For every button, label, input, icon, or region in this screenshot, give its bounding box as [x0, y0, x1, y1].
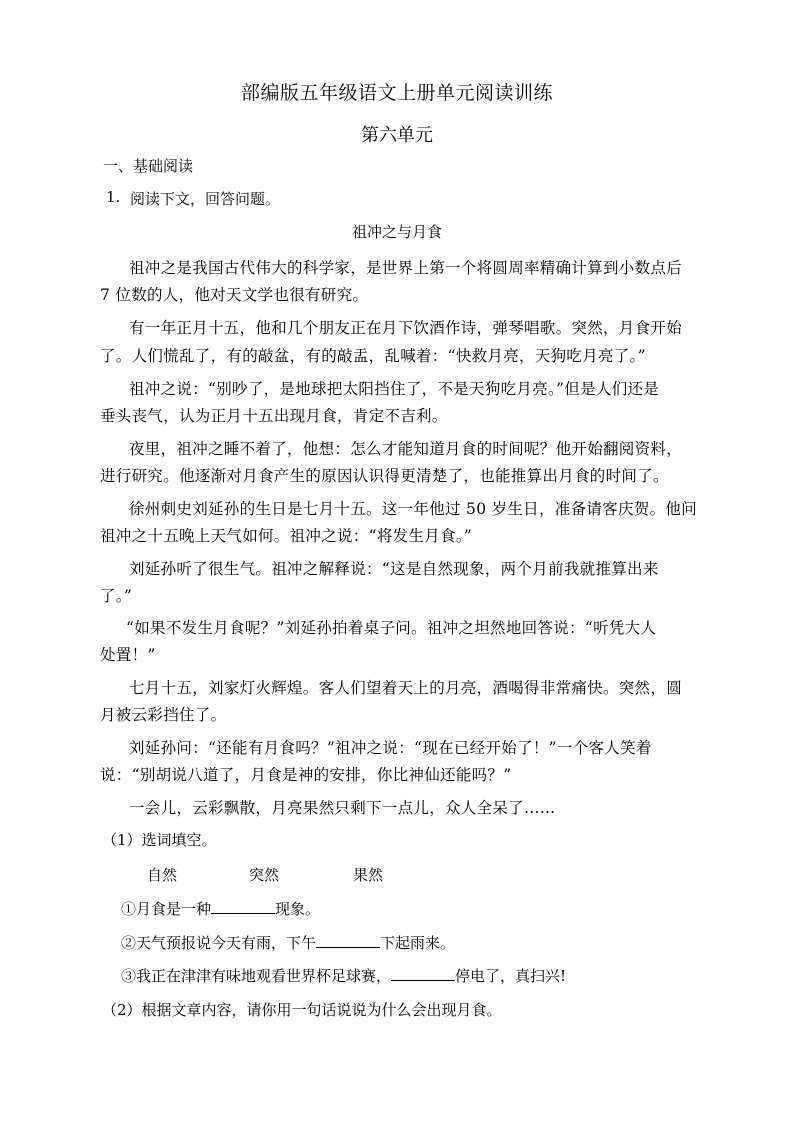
story-line: 有一年正月十五，他和几个朋友正在月下饮酒作诗，弹琴唱歌。突然，月食开始: [129, 319, 683, 337]
fill-item-1: [121, 898, 320, 919]
story-title: 祖冲之与月食: [351, 223, 442, 241]
section-heading: 一、基础阅读: [103, 157, 194, 175]
question-number: 1.: [106, 188, 121, 206]
story-line: 了。人们慌乱了，有的敲盆，有的敲盂，乱喊着：“快救月亮，天狗吃月亮了。”: [100, 347, 646, 365]
word-choice: 突然: [249, 866, 280, 884]
story-line: 说：“别胡说八道了，月食是神的安排，你比神仙还能吗？”: [100, 766, 512, 784]
story-line: 7 位数的人，他对天文学也很有研究。: [100, 286, 369, 304]
fill-text: ①月食是一种: [121, 900, 212, 918]
fill-text: 停电了，真扫兴!: [455, 967, 567, 985]
sub-question-1: （1）选词填空。: [102, 831, 217, 849]
story-line: 刘延孙听了很生气。祖冲之解释说：“这是自然现象，两个月前我就推算出来: [129, 560, 659, 578]
word-choice: 果然: [353, 866, 384, 884]
story-line: 了。”: [100, 587, 133, 605]
story-line: 一会儿，云彩飘散，月亮果然只剩下一点儿，众人全呆了……: [129, 799, 556, 817]
word-choice: 自然: [147, 866, 178, 884]
fill-item-2: [121, 932, 455, 953]
story-line: 月被云彩挡住了。: [100, 706, 227, 724]
story-line: 垂头丧气，认为正月十五出现月食，肯定不吉利。: [100, 407, 448, 425]
unit-title: 第六单元: [361, 125, 433, 146]
story-line: 进行研究。他逐渐对月食产生的原因认识得更清楚了，也能推算出月食的时间了。: [100, 467, 669, 485]
fill-text: 下起雨来。: [380, 934, 456, 952]
story-line: 徐州刺史刘延孙的生日是七月十五。这一年他过 50 岁生日，准备请客庆贺。他问: [129, 500, 697, 518]
story-line: “如果不发生月食呢？”刘延孙拍着桌子问。祖冲之坦然地回答说：“听凭大人: [126, 619, 657, 637]
answer-blank[interactable]: [316, 933, 380, 948]
story-line: 夜里，祖冲之睡不着了，他想：怎么才能知道月食的时间呢？他开始翻阅资料，: [129, 440, 683, 458]
fill-text: ③我正在津津有味地观看世界杯足球赛，: [121, 967, 392, 985]
answer-blank[interactable]: [211, 899, 275, 914]
fill-text: ②天气预报说今天有雨，下午: [121, 934, 317, 952]
question-prompt: 阅读下文，回答问题。: [130, 190, 281, 208]
answer-blank[interactable]: [391, 966, 455, 981]
story-line: 祖冲之十五晚上天气如何。祖冲之说：“将发生月食。”: [100, 527, 473, 545]
story-line: 祖冲之是我国古代伟大的科学家，是世界上第一个将圆周率精确计算到小数点后: [129, 259, 683, 277]
story-line: 刘延孙问：“还能有月食吗？”祖冲之说：“现在已经开始了！”一个客人笑着: [129, 739, 652, 757]
page-title: 部编版五年级语文上册单元阅读训练: [240, 82, 553, 104]
story-line: 处置！”: [100, 646, 156, 664]
story-line: 祖冲之说：“别吵了，是地球把太阳挡住了，不是天狗吃月亮。”但是人们还是: [129, 380, 660, 398]
story-line: 七月十五，刘家灯火辉煌。客人们望着天上的月亮，酒喝得非常痛快。突然，圆: [129, 679, 683, 697]
sub-question-2: （2）根据文章内容，请你用一句话说说为什么会出现月食。: [102, 1001, 502, 1019]
fill-item-3: [121, 965, 566, 986]
fill-text: 现象。: [275, 900, 321, 918]
